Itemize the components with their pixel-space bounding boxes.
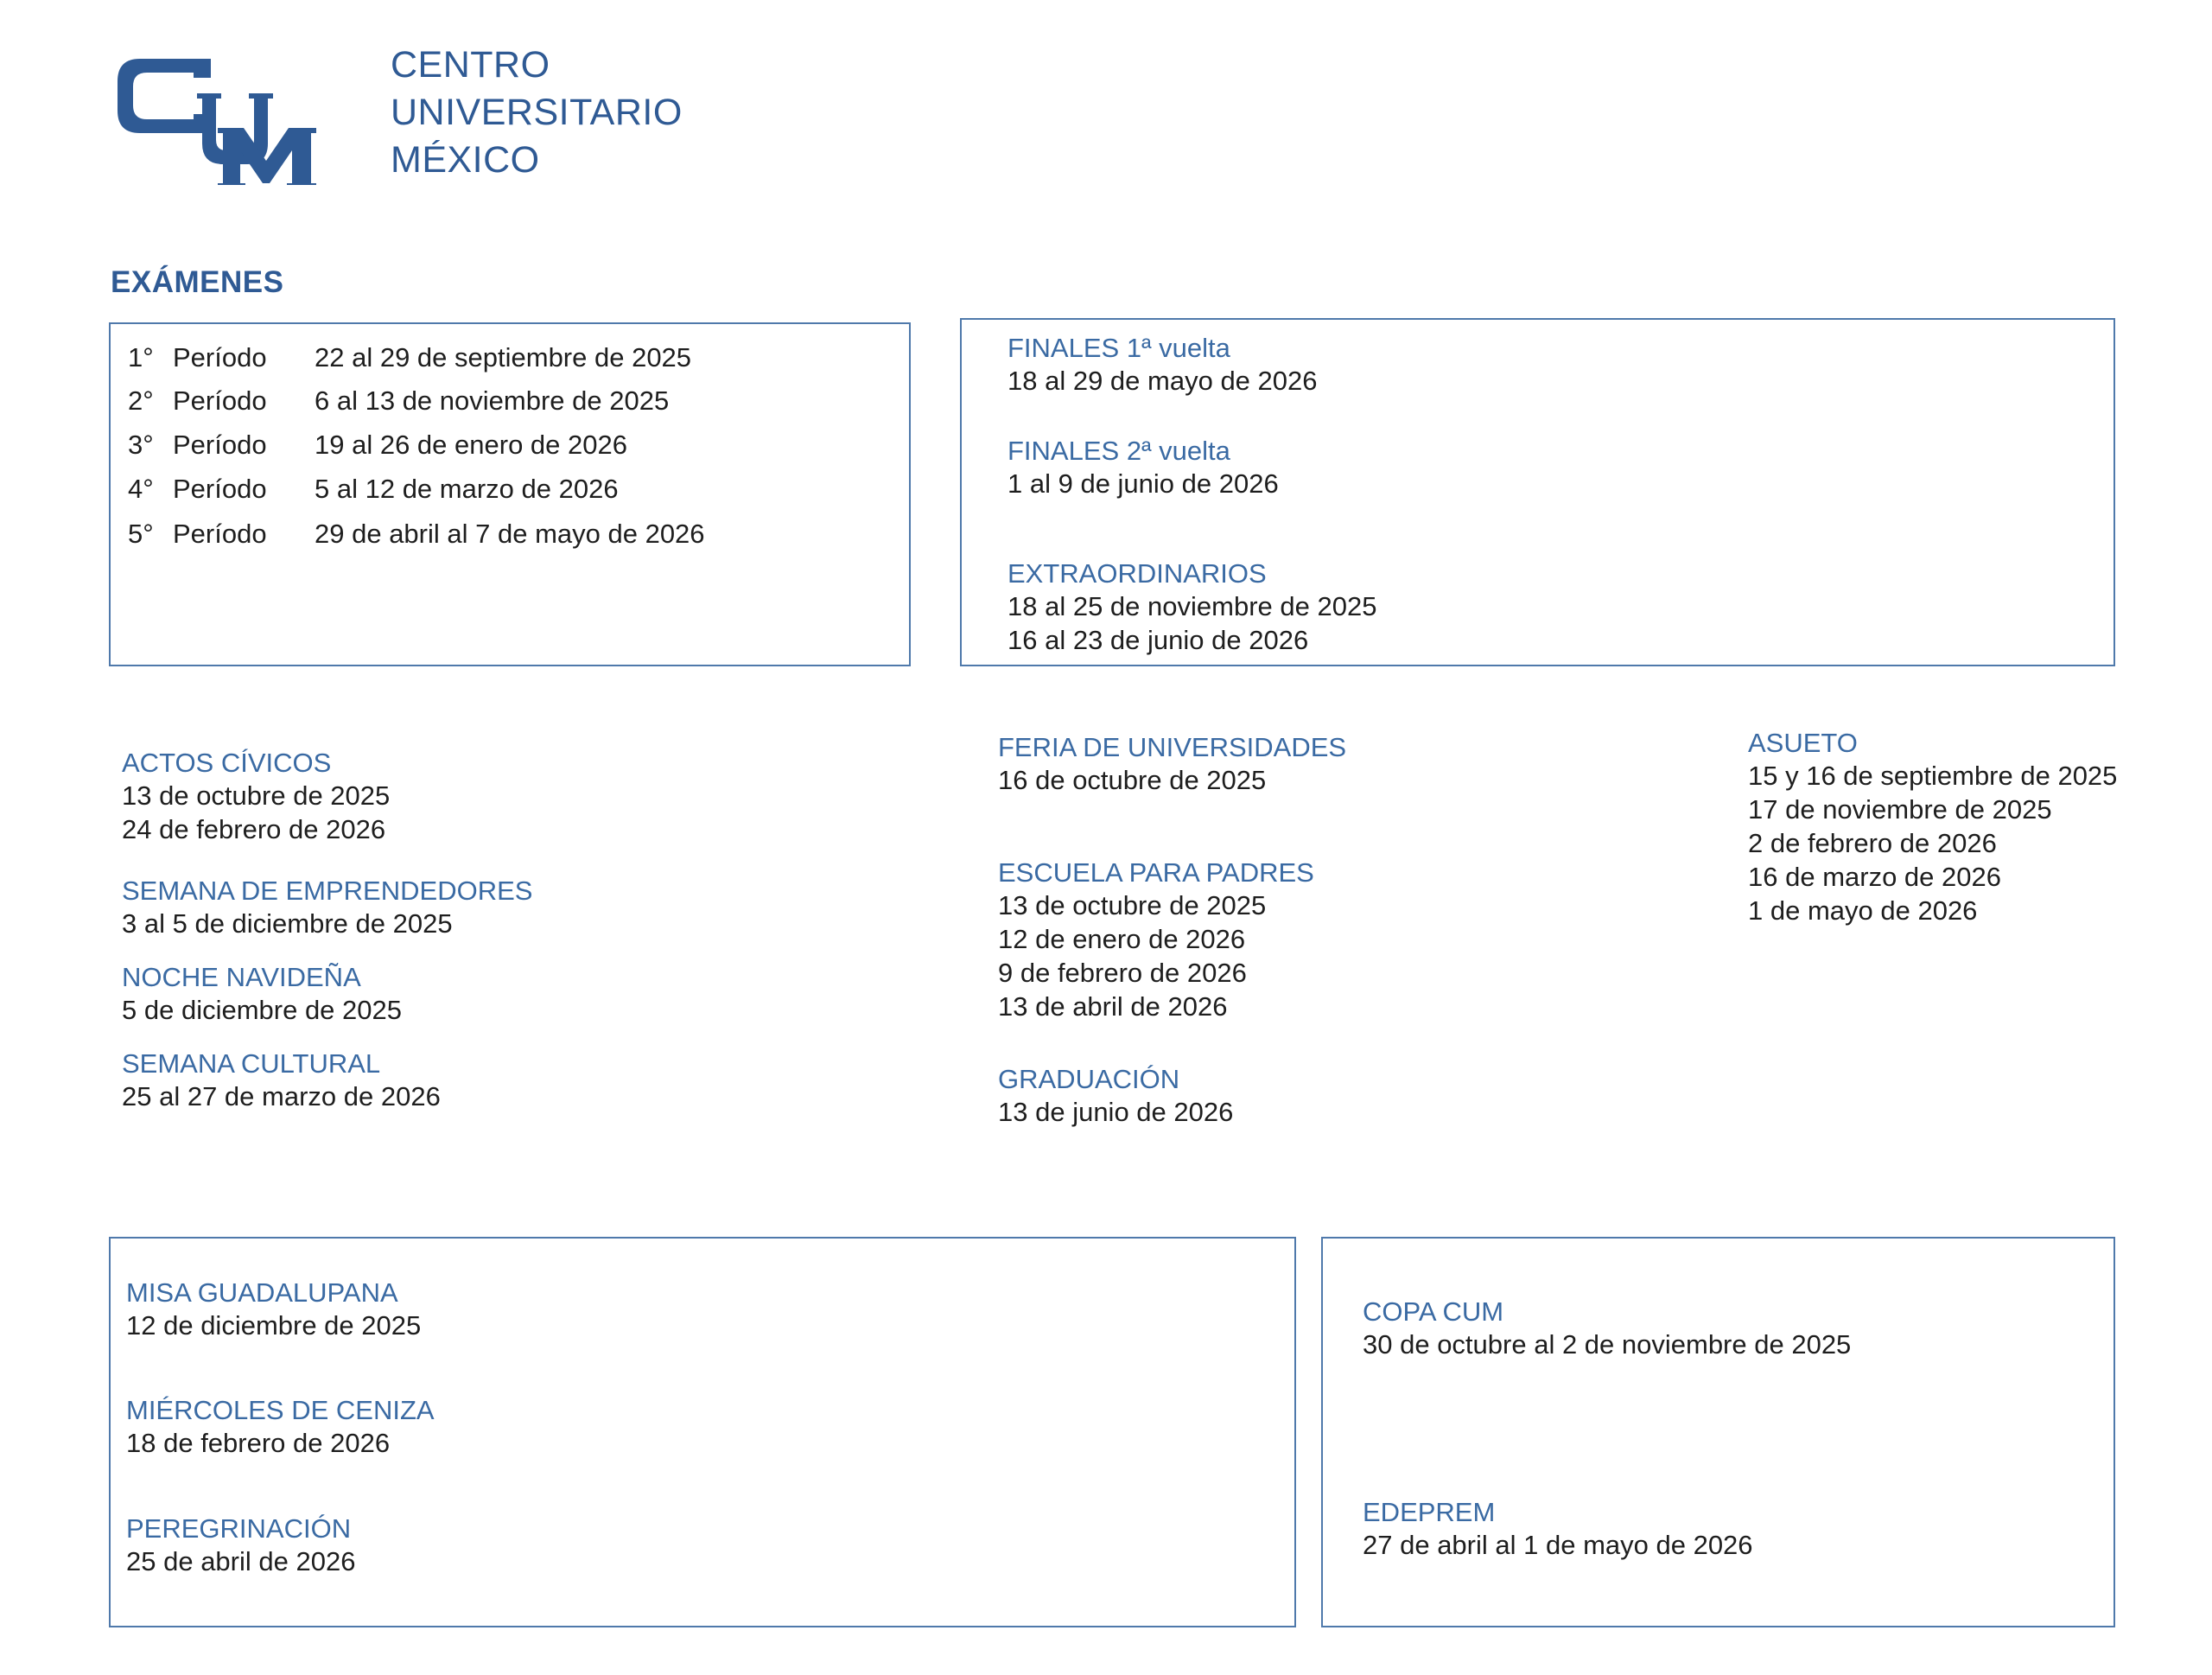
event-title: NOCHE NAVIDEÑA bbox=[122, 962, 361, 992]
event-title: PEREGRINACIÓN bbox=[126, 1513, 352, 1544]
period-number: 2° bbox=[128, 385, 154, 416]
institution-name bbox=[391, 41, 683, 184]
event-date: 13 de junio de 2026 bbox=[998, 1097, 1234, 1127]
extraordinarios-date: 16 al 23 de junio de 2026 bbox=[1007, 625, 1309, 655]
event-title: SEMANA CULTURAL bbox=[122, 1048, 381, 1079]
event-date: 13 de octubre de 2025 bbox=[122, 780, 391, 811]
event-date: 16 de marzo de 2026 bbox=[1748, 862, 2001, 892]
event-date: 25 de abril de 2026 bbox=[126, 1546, 356, 1576]
institution-line: MÉXICO bbox=[391, 139, 540, 181]
extraordinarios-block bbox=[1007, 557, 1376, 657]
event-title: SEMANA DE EMPRENDEDORES bbox=[122, 876, 533, 906]
finales-2-date: 1 al 9 de junio de 2026 bbox=[1007, 468, 1279, 499]
event-date: 24 de febrero de 2026 bbox=[122, 814, 386, 844]
exams-title: EXÁMENES bbox=[111, 265, 284, 299]
extraordinarios-title: EXTRAORDINARIOS bbox=[1007, 558, 1267, 589]
event-date: 13 de abril de 2026 bbox=[998, 991, 1228, 1022]
event-date: 27 de abril al 1 de mayo de 2026 bbox=[1363, 1530, 1753, 1560]
finales-2-block bbox=[1007, 435, 1279, 500]
event-title: FERIA DE UNIVERSIDADES bbox=[998, 732, 1347, 762]
event-date: 1 de mayo de 2026 bbox=[1748, 895, 1978, 926]
event-date: 3 al 5 de diciembre de 2025 bbox=[122, 908, 453, 939]
period-label: Período bbox=[173, 430, 267, 460]
event-date: 9 de febrero de 2026 bbox=[998, 958, 1247, 988]
noche-navidena-block bbox=[122, 961, 402, 1027]
miercoles-ceniza-block bbox=[126, 1394, 435, 1460]
period-label: Período bbox=[173, 519, 267, 549]
period-number: 4° bbox=[128, 474, 154, 504]
period-number: 3° bbox=[128, 430, 154, 460]
finales-2-title: FINALES 2ª vuelta bbox=[1007, 436, 1230, 466]
extraordinarios-date: 18 al 25 de noviembre de 2025 bbox=[1007, 591, 1377, 621]
feria-universidades-block bbox=[998, 731, 1346, 797]
event-date: 12 de diciembre de 2025 bbox=[126, 1310, 422, 1341]
event-date: 25 al 27 de marzo de 2026 bbox=[122, 1081, 441, 1111]
period-number: 5° bbox=[128, 519, 154, 549]
period-dates: 6 al 13 de noviembre de 2025 bbox=[315, 385, 670, 416]
period-number: 1° bbox=[128, 342, 154, 373]
event-date: 15 y 16 de septiembre de 2025 bbox=[1748, 761, 2118, 791]
semana-emprendedores-block bbox=[122, 875, 532, 940]
event-date: 18 de febrero de 2026 bbox=[126, 1428, 391, 1458]
graduacion-block bbox=[998, 1063, 1233, 1129]
finales-1-block bbox=[1007, 332, 1318, 398]
peregrinacion-block bbox=[126, 1513, 355, 1578]
institution-line: UNIVERSITARIO bbox=[391, 92, 683, 133]
edeprem-block bbox=[1363, 1496, 1753, 1562]
event-title: MIÉRCOLES DE CENIZA bbox=[126, 1395, 435, 1425]
semana-cultural-block bbox=[122, 1048, 441, 1113]
misa-guadalupana-block bbox=[126, 1277, 421, 1342]
event-date: 2 de febrero de 2026 bbox=[1748, 828, 1997, 858]
escuela-padres-block bbox=[998, 857, 1314, 1023]
asueto-block bbox=[1748, 727, 2117, 927]
period-dates: 29 de abril al 7 de mayo de 2026 bbox=[315, 519, 705, 549]
period-label: Período bbox=[173, 474, 267, 504]
actos-civicos-block bbox=[122, 747, 390, 846]
finales-1-date: 18 al 29 de mayo de 2026 bbox=[1007, 366, 1318, 396]
event-date: 17 de noviembre de 2025 bbox=[1748, 794, 2052, 825]
period-label: Período bbox=[173, 385, 267, 416]
period-dates: 5 al 12 de marzo de 2026 bbox=[315, 474, 619, 504]
period-dates: 22 al 29 de septiembre de 2025 bbox=[315, 342, 692, 373]
event-title: ESCUELA PARA PADRES bbox=[998, 857, 1314, 888]
event-title: GRADUACIÓN bbox=[998, 1064, 1180, 1094]
period-label: Período bbox=[173, 342, 267, 373]
event-date: 13 de octubre de 2025 bbox=[998, 890, 1267, 920]
event-title: ACTOS CÍVICOS bbox=[122, 748, 332, 778]
institution-line: CENTRO bbox=[391, 44, 550, 86]
event-title: MISA GUADALUPANA bbox=[126, 1277, 398, 1308]
event-date: 30 de octubre al 2 de noviembre de 2025 bbox=[1363, 1329, 1852, 1360]
event-title: COPA CUM bbox=[1363, 1296, 1504, 1327]
event-date: 12 de enero de 2026 bbox=[998, 924, 1246, 954]
finales-1-title: FINALES 1ª vuelta bbox=[1007, 333, 1230, 363]
event-date: 5 de diciembre de 2025 bbox=[122, 995, 403, 1025]
event-date: 16 de octubre de 2025 bbox=[998, 765, 1267, 795]
event-title: ASUETO bbox=[1748, 728, 1858, 758]
event-title: EDEPREM bbox=[1363, 1497, 1496, 1527]
period-dates: 19 al 26 de enero de 2026 bbox=[315, 430, 627, 460]
copa-cum-block bbox=[1363, 1296, 1851, 1361]
cum-logo bbox=[114, 57, 320, 185]
